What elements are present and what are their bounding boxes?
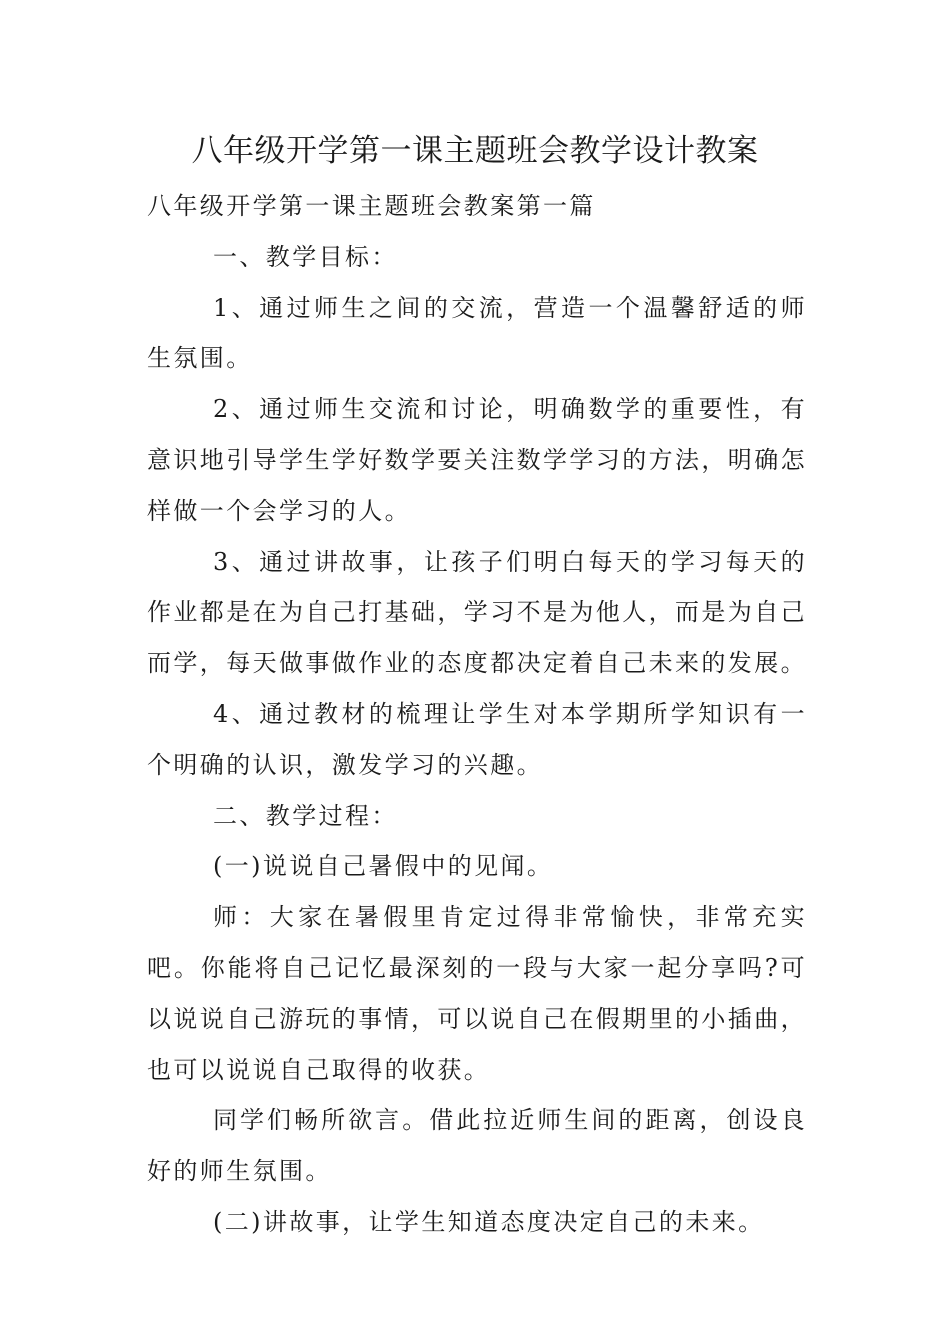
- document-subtitle: 八年级开学第一课主题班会教案第一篇: [147, 192, 596, 220]
- section-heading-objectives: 一、教学目标：: [213, 242, 398, 271]
- document-title: 八年级开学第一课主题班会教学设计教案: [191, 133, 759, 169]
- paragraph-teacher-prompt: 师：大家在暑假里肯定过得非常愉快，非常充实吧。你能将自己记忆最深刻的一段与大家一起分享吗?可以说说自己游玩的事情，可以说自己在假期里的小插曲，也可以说说自己取得的收获。: [147, 903, 807, 1084]
- section-heading-process: 二、教学过程：: [213, 801, 398, 830]
- paragraph-objective-2: 2、通过师生交流和讨论，明确数学的重要性，有意识地引导学生学好数学要关注数学学习的方法，明确怎样做一个会学习的人。: [147, 395, 807, 525]
- paragraph-student-response: 同学们畅所欲言。借此拉近师生间的距离，创设良好的师生氛围。: [147, 1106, 807, 1186]
- paragraph-objective-1: 1、通过师生之间的交流，营造一个温馨舒适的师生氛围。: [147, 293, 807, 373]
- paragraph-objective-4: 4、通过教材的梳理让学生对本学期所学知识有一个明确的认识，激发学习的兴趣。: [147, 699, 807, 779]
- document-body: [147, 181, 807, 1248]
- paragraph-process-2: (二)讲故事，让学生知道态度决定自己的未来。: [213, 1207, 765, 1236]
- paragraph-process-1: (一)说说自己暑假中的见闻。: [213, 852, 554, 881]
- paragraph-objective-3: 3、通过讲故事，让孩子们明白每天的学习每天的作业都是在为自己打基础，学习不是为他人，而是为自己而学，每天做事做作业的态度都决定着自己未来的发展。: [147, 547, 807, 678]
